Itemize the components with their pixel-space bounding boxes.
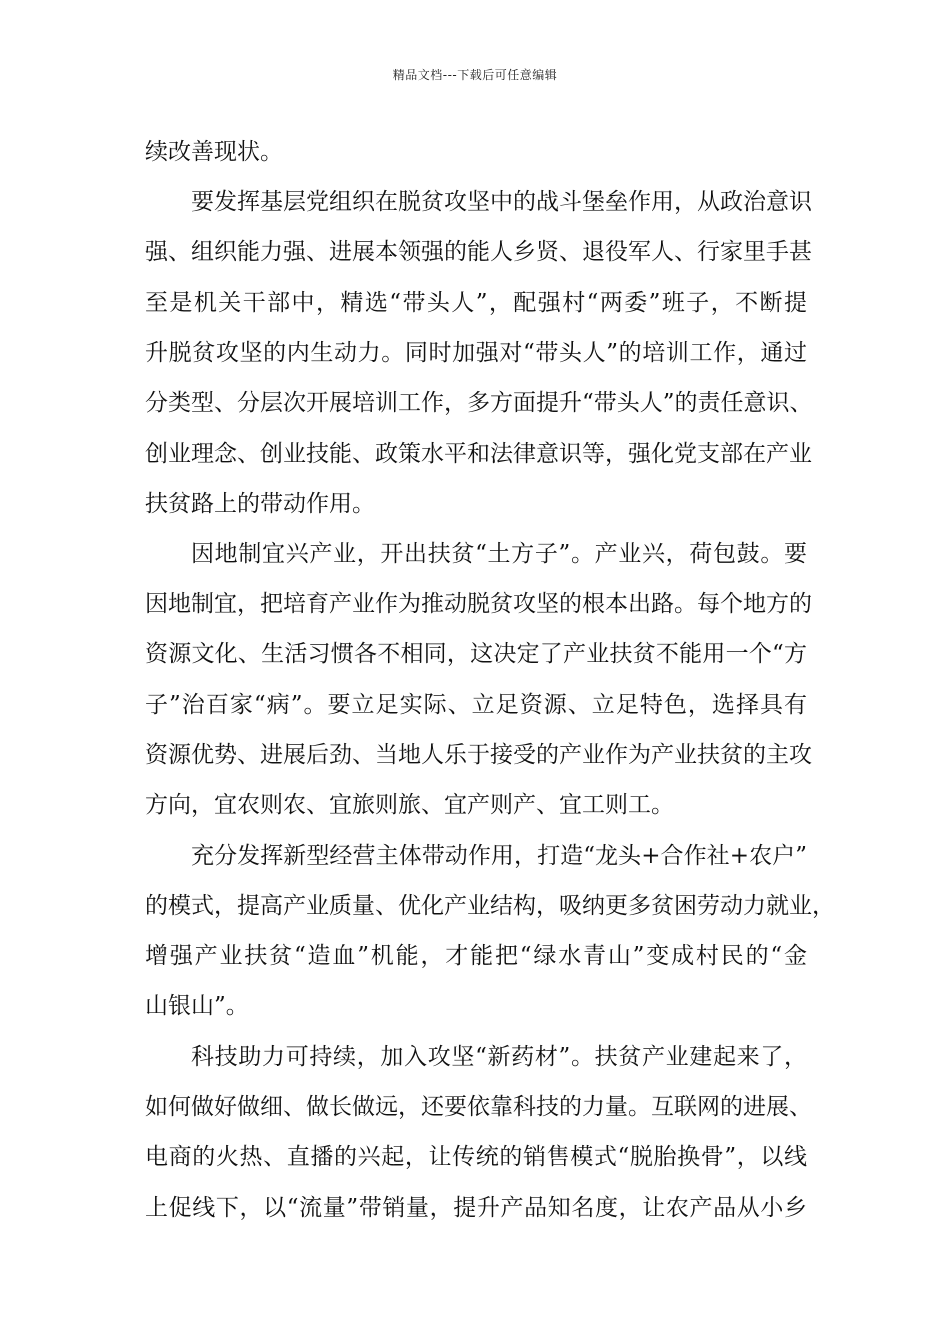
page-header: 精品文档---下载后可任意编辑 <box>392 68 558 82</box>
paragraph-first-line: 充分发挥新型经营主体带动作用，打造“龙头+合作社+农户” <box>191 843 807 869</box>
paragraph-first-line: 科技助力可持续，加入攻坚“新药材”。扶贫产业建起来了， <box>191 1044 807 1070</box>
text-line: 方向，宜农则农、宜旅则旅、宜产则产、宜工则工。 <box>145 792 674 818</box>
text-line: 续改善现状。 <box>145 139 283 165</box>
paragraph-first-line: 要发挥基层党组织在脱贫攻坚中的战斗堡垒作用，从政治意识 <box>191 189 812 215</box>
text-line: 分类型、分层次开展培训工作，多方面提升“带头人”的责任意识、 <box>145 390 813 416</box>
text-line: 创业理念、创业技能、政策水平和法律意识等，强化党支部在产业 <box>145 441 812 467</box>
text-line: 升脱贫攻坚的内生动力。同时加强对“带头人”的培训工作，通过 <box>145 340 807 366</box>
text-line: 强、组织能力强、进展本领强的能人乡贤、退役军人、行家里手甚 <box>145 239 812 265</box>
text-line: 的模式，提高产业质量、优化产业结构，吸纳更多贫困劳动力就业， <box>145 893 835 919</box>
text-line: 电商的火热、直播的兴起，让传统的销售模式“脱胎换骨”，以线 <box>145 1144 807 1170</box>
text-line: 因地制宜，把培育产业作为推动脱贫攻坚的根本出路。每个地方的 <box>145 591 812 617</box>
text-line: 增强产业扶贫“造血”机能，才能把“绿水青山”变成村民的“金 <box>145 943 807 969</box>
text-line: 扶贫路上的带动作用。 <box>145 491 375 517</box>
text-line: 子”治百家“病”。要立足实际、立足资源、立足特色，选择具有 <box>145 692 807 718</box>
paragraph-first-line: 因地制宜兴产业，开出扶贫“土方子”。产业兴，荷包鼓。要 <box>191 541 807 567</box>
text-line: 资源文化、生活习惯各不相同，这决定了产业扶贫不能用一个“方 <box>145 641 807 667</box>
text-line: 如何做好做细、做长做远，还要依靠科技的力量。互联网的进展、 <box>145 1094 812 1120</box>
text-line: 至是机关干部中，精选“带头人”，配强村“两委”班子，不断提 <box>145 290 807 316</box>
text-line: 上促线下，以“流量”带销量，提升产品知名度，让农产品从小乡 <box>145 1195 807 1221</box>
text-line: 资源优势、进展后劲、当地人乐于接受的产业作为产业扶贫的主攻 <box>145 742 812 768</box>
text-line: 山银山”。 <box>145 993 249 1019</box>
